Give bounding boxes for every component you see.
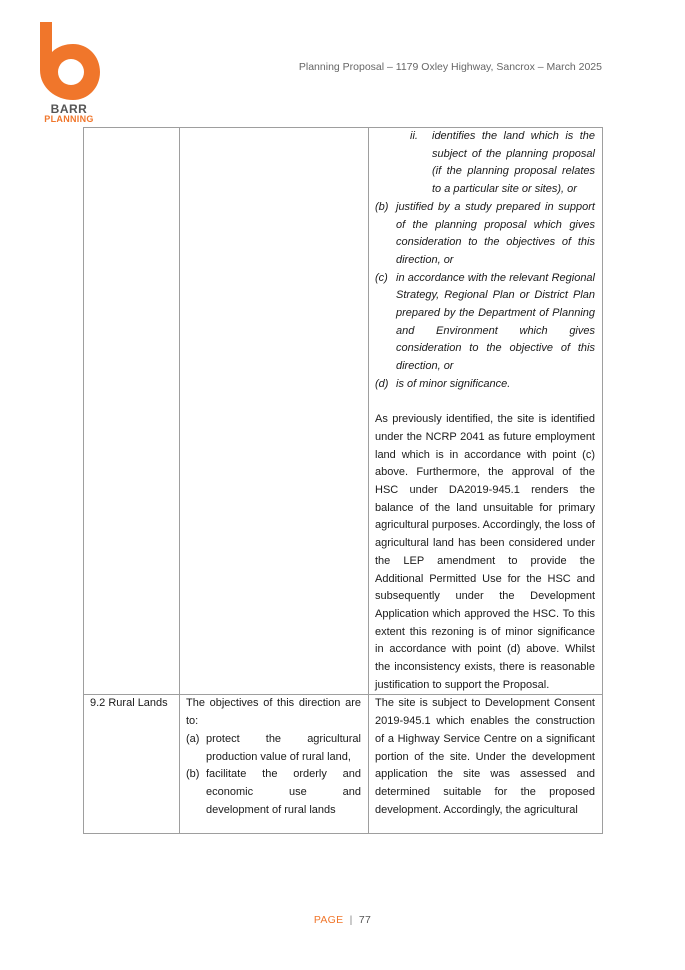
consistency-paragraph: The site is subject to Development Consent 2019-945.1 which enables the construction of a Highway Service Centre on a significant portion of the site. Under the development application the site was assessed and determined suitable for the proposed development. Accordingly, the agricultural bbox=[375, 697, 595, 816]
row2-objectives-cell bbox=[180, 695, 369, 834]
footer-separator: | bbox=[349, 914, 353, 926]
logo-word-barr: BARR bbox=[50, 102, 88, 116]
page-header-title: Planning Proposal – 1179 Oxley Highway, Sancrox – March 2025 bbox=[298, 61, 602, 73]
list-text: identifies the land which is the subject of the planning proposal (if the planning proposal relates to a particular site or sites), or bbox=[432, 130, 595, 196]
list-text: justified by a study prepared in support of the planning proposal which gives consideration to the objectives of this direction, or bbox=[396, 200, 595, 266]
table-row bbox=[84, 128, 603, 695]
list-item bbox=[186, 731, 361, 766]
list-item bbox=[186, 766, 361, 819]
list-marker: (b) bbox=[186, 768, 200, 781]
logo-wordmark bbox=[38, 104, 100, 124]
footer-page-number: 77 bbox=[358, 914, 372, 926]
list-text: facilitate the orderly and economic use and development of rural lands bbox=[206, 768, 361, 816]
list-marker: (c) bbox=[375, 271, 388, 284]
list-marker: (b) bbox=[375, 200, 389, 213]
objectives-intro: The objectives of this direction are to: bbox=[186, 697, 361, 728]
list-marker: (d) bbox=[375, 377, 389, 390]
list-item bbox=[375, 128, 595, 199]
row2-direction-cell: 9.2 Rural Lands bbox=[84, 695, 180, 834]
list-item bbox=[375, 199, 595, 270]
row2-consistency-cell bbox=[369, 695, 603, 834]
table-row bbox=[84, 695, 603, 834]
row1-direction-cell bbox=[84, 128, 180, 695]
list-item bbox=[375, 376, 595, 394]
footer-page-label: PAGE bbox=[313, 914, 344, 926]
row1-objectives-cell bbox=[180, 128, 369, 695]
list-item bbox=[375, 270, 595, 376]
list-marker: (a) bbox=[186, 732, 200, 745]
consistency-table bbox=[83, 127, 603, 834]
list-marker: ii. bbox=[410, 130, 418, 142]
list-text: is of minor significance. bbox=[396, 377, 511, 390]
logo-word-planning: PLANNING bbox=[44, 114, 94, 124]
page-footer bbox=[0, 914, 685, 926]
list-text: in accordance with the relevant Regional Strategy, Regional Plan or District Plan prepared by the Department of Planning and Environment which gives consideration to the objective of this direction, or bbox=[396, 271, 595, 373]
list-text: protect the agricultural production value of rural land, bbox=[206, 732, 361, 763]
row1-consistency-cell bbox=[369, 128, 603, 695]
justification-paragraph: As previously identified, the site is identified under the NCRP 2041 as future employment land which is in accordance with point (c) above. Furthermore, the approval of the HSC under DA2019-945.1 renders the balance of the land unsuitable for primary agricultural purposes. Accordingly, the loss of agricultural land has been considered under the LEP amendment to provide the Additional Permitted Use for the HSC and subsequently under the Development Application which approved the HSC. To this extent this rezoning is of minor significance in accordance with point (d) above. Whilst the inconsistency exists, there is reasonable justification to support the Proposal. bbox=[375, 413, 595, 691]
